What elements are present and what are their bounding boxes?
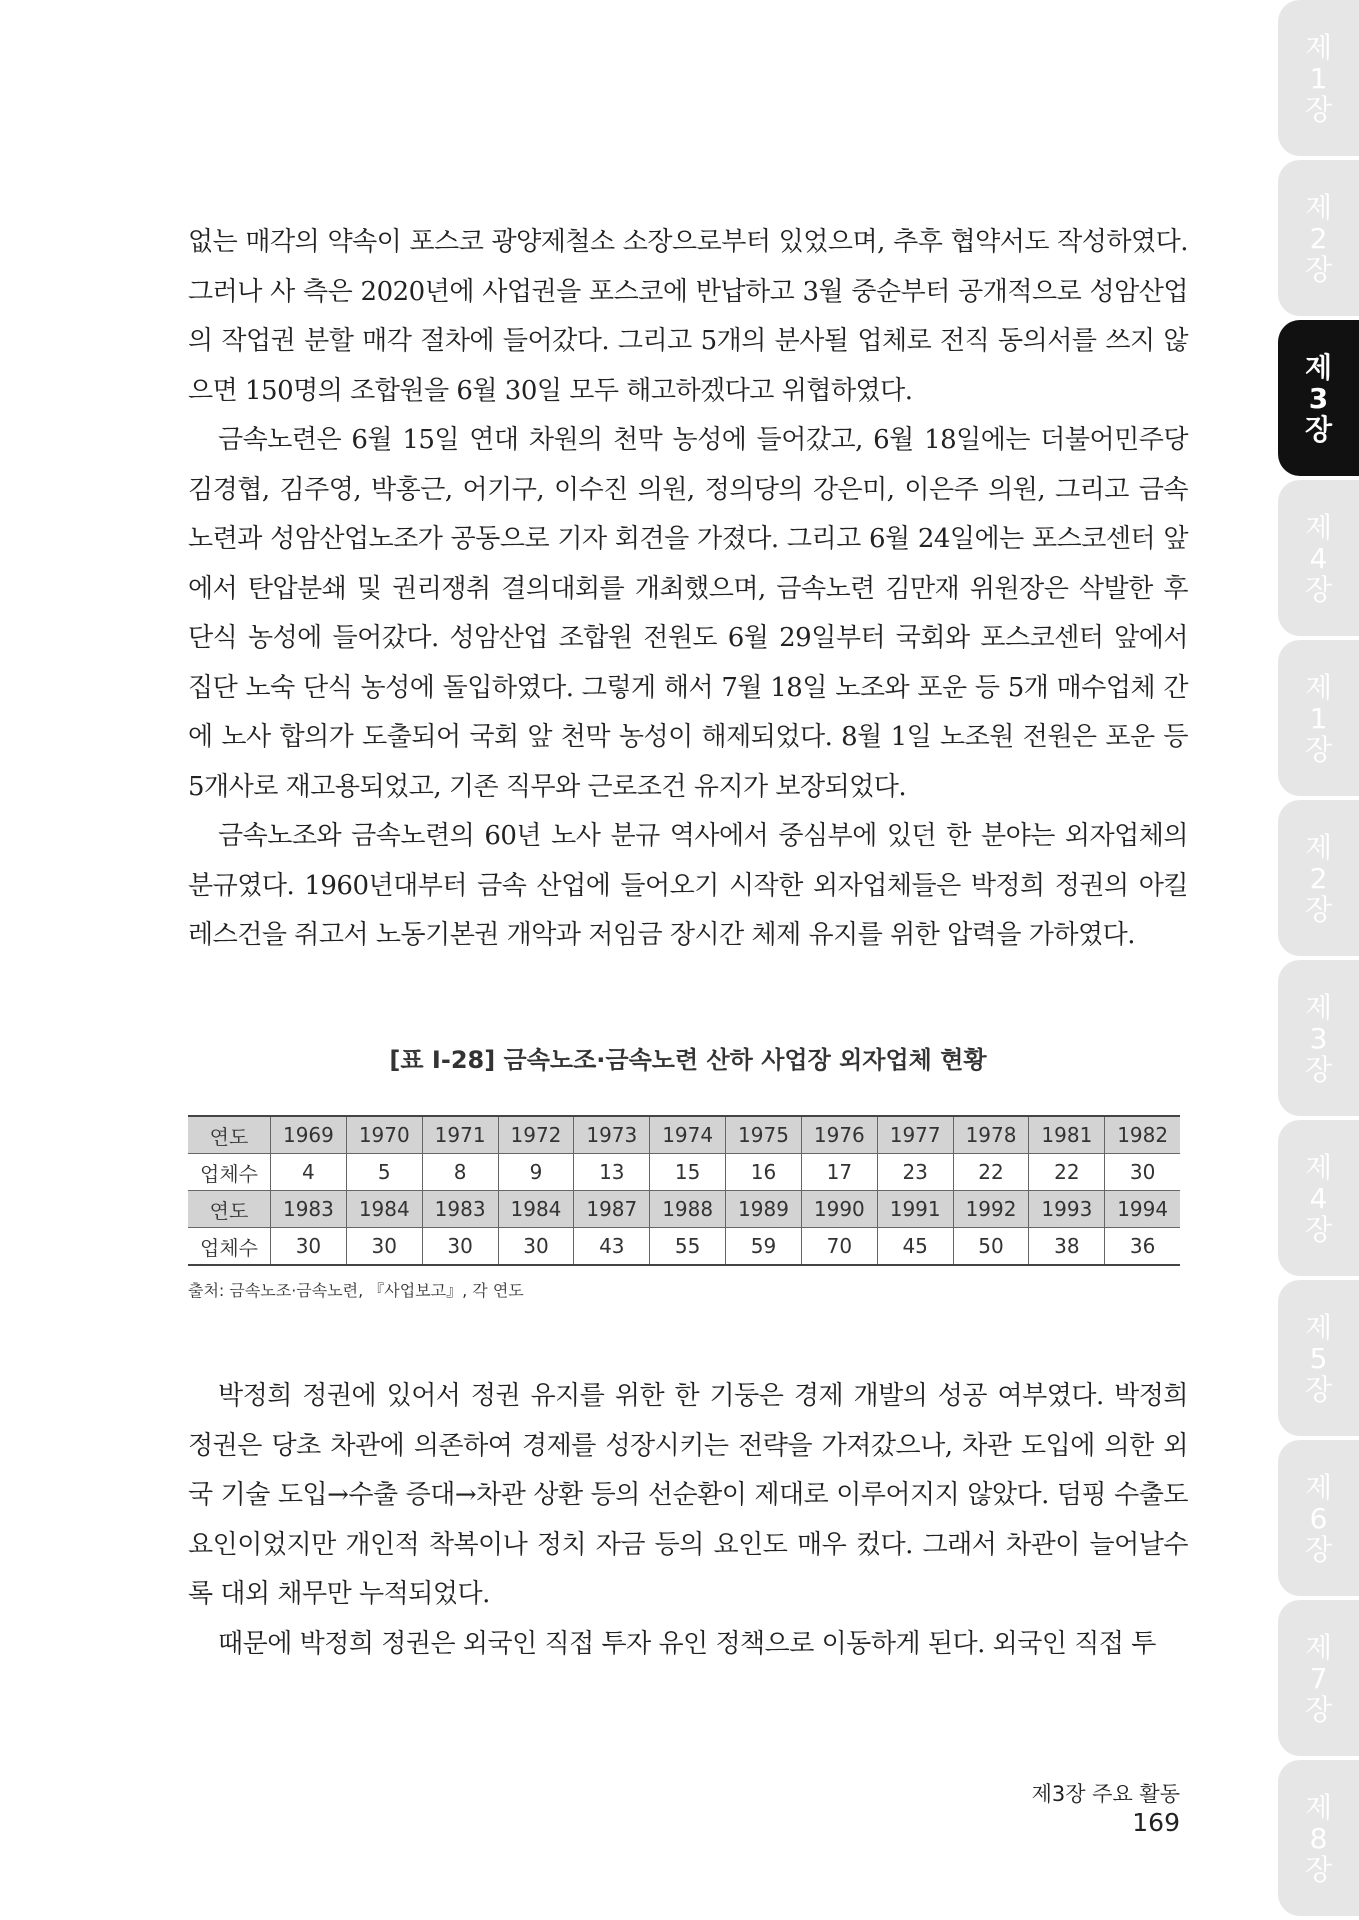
year-cell: 1971 — [422, 1116, 498, 1154]
foreign-company-table — [188, 1115, 1180, 1266]
year-cell: 1992 — [953, 1191, 1029, 1228]
year-cell: 1983 — [271, 1191, 347, 1228]
table-row-years-1 — [188, 1116, 1180, 1154]
chapter-tab[interactable] — [1278, 1440, 1359, 1596]
count-cell: 17 — [801, 1154, 877, 1191]
count-label: 업체수 — [188, 1228, 271, 1266]
chapter-tab-top: 제 — [1304, 350, 1333, 384]
year-cell: 1988 — [650, 1191, 726, 1228]
chapter-tab[interactable] — [1278, 480, 1359, 636]
year-cell: 1981 — [1029, 1116, 1105, 1154]
count-cell: 59 — [726, 1228, 802, 1266]
year-cell: 1969 — [271, 1116, 347, 1154]
chapter-tab[interactable] — [1278, 800, 1359, 956]
chapter-tab-top: 제 — [1304, 30, 1333, 64]
chapter-tab-bottom: 장 — [1304, 1692, 1333, 1726]
chapter-tab-top: 제 — [1304, 830, 1333, 864]
year-cell: 1982 — [1105, 1116, 1180, 1154]
chapter-tab[interactable] — [1278, 1760, 1359, 1916]
page-number: 169 — [1132, 1808, 1180, 1837]
chapter-tab-num: 5 — [1309, 1341, 1328, 1375]
paragraph: 금속노조와 금속노련의 60년 노사 분규 역사에서 중심부에 있던 한 분야는 외자업체의 분규였다. 1960년대부터 금속 산업에 들어오기 시작한 외자업체들은 박정희 정권의 아킬레스건을 쥐고서 노동기본권 개악과 저임금 장시간 체제 유지를 위한 압력을 가하였다. — [188, 821, 1188, 950]
count-cell: 13 — [574, 1154, 650, 1191]
year-cell: 1993 — [1029, 1191, 1105, 1228]
body-text-bottom — [188, 1372, 1188, 1669]
chapter-tab-top: 제 — [1304, 510, 1333, 544]
count-cell: 30 — [422, 1228, 498, 1266]
chapter-tab-bottom: 장 — [1304, 412, 1333, 446]
year-cell: 1977 — [877, 1116, 953, 1154]
chapter-tab-num: 6 — [1309, 1501, 1328, 1535]
count-cell: 50 — [953, 1228, 1029, 1266]
paragraph: 때문에 박정희 정권은 외국인 직접 투자 유인 정책으로 이동하게 된다. 외국인 직접 투 — [218, 1628, 1156, 1659]
count-cell: 5 — [346, 1154, 422, 1191]
count-cell: 30 — [346, 1228, 422, 1266]
count-cell: 30 — [271, 1228, 347, 1266]
year-cell: 1975 — [726, 1116, 802, 1154]
chapter-tab-bottom: 장 — [1304, 92, 1333, 126]
year-cell: 1974 — [650, 1116, 726, 1154]
chapter-tab-top: 제 — [1304, 1790, 1333, 1824]
chapter-tab-bottom: 장 — [1304, 1532, 1333, 1566]
year-cell: 1990 — [801, 1191, 877, 1228]
chapter-tab[interactable] — [1278, 160, 1359, 316]
count-cell: 38 — [1029, 1228, 1105, 1266]
chapter-tab-top: 제 — [1304, 190, 1333, 224]
year-cell: 1989 — [726, 1191, 802, 1228]
year-cell: 1984 — [346, 1191, 422, 1228]
chapter-tab-top: 제 — [1304, 1470, 1333, 1504]
year-cell: 1978 — [953, 1116, 1029, 1154]
year-cell: 1972 — [498, 1116, 574, 1154]
chapter-tab-bottom: 장 — [1304, 1852, 1333, 1886]
chapter-tab[interactable] — [1278, 0, 1359, 156]
chapter-tab-top: 제 — [1304, 1630, 1333, 1664]
count-cell: 45 — [877, 1228, 953, 1266]
count-cell: 22 — [953, 1154, 1029, 1191]
year-cell: 1976 — [801, 1116, 877, 1154]
table-row-years-2 — [188, 1191, 1180, 1228]
chapter-tab-num: 4 — [1309, 541, 1328, 575]
count-cell: 4 — [271, 1154, 347, 1191]
chapter-tab[interactable] — [1278, 1280, 1359, 1436]
chapter-tab-bottom: 장 — [1304, 252, 1333, 286]
chapter-tab-top: 제 — [1304, 990, 1333, 1024]
year-cell: 1984 — [498, 1191, 574, 1228]
count-cell: 23 — [877, 1154, 953, 1191]
count-cell: 43 — [574, 1228, 650, 1266]
count-cell: 30 — [498, 1228, 574, 1266]
chapter-tab-num: 1 — [1309, 61, 1328, 95]
paragraph: 금속노련은 6월 15일 연대 차원의 천막 농성에 들어갔고, 6월 18일에는 더불어민주당 김경협, 김주영, 박홍근, 어기구, 이수진 의원, 정의당의 강은미, 이은주 의원, 그리고 금속노련과 성암산업노조가 공동으로 기자 회견을 가졌다. 그리고 6월 24일에는 포스코센터 앞에서 탄압분쇄 및 권리쟁취 결의대회를 개최했으며, 금속노련 김만재 위원장은 삭발한 후 단식 농성에 들어갔다. 성암산업 조합원 전원도 6월 29일부터 국회와 포스코센터 앞에서 집단 노숙 단식 농성에 돌입하였다. 그렇게 해서 7월 18일 노조와 포운 등 5개 매수업체 간에 노사 합의가 도출되어 국회 앞 천막 농성이 해제되었다. 8월 1일 노조원 전원은 포운 등 5개사로 재고용되었고, 기존 직무와 근로조건 유지가 보장되었다. — [188, 425, 1188, 802]
chapter-tab-top: 제 — [1304, 1310, 1333, 1344]
table-row-counts-2 — [188, 1228, 1180, 1266]
table-row-counts-1 — [188, 1154, 1180, 1191]
count-cell: 15 — [650, 1154, 726, 1191]
chapter-tab-bottom: 장 — [1304, 892, 1333, 926]
year-cell: 1987 — [574, 1191, 650, 1228]
chapter-tab-bottom: 장 — [1304, 732, 1333, 766]
chapter-tab-bottom: 장 — [1304, 1372, 1333, 1406]
count-cell: 16 — [726, 1154, 802, 1191]
table-title: [표 Ⅰ-28] 금속노조·금속노련 산하 사업장 외자업체 현황 — [389, 1046, 987, 1074]
chapter-tab-num: 4 — [1309, 1181, 1328, 1215]
chapter-tab[interactable] — [1278, 640, 1359, 796]
chapter-tab[interactable] — [1278, 320, 1359, 476]
chapter-tab-bottom: 장 — [1304, 1052, 1333, 1086]
chapter-tab-num: 8 — [1309, 1821, 1328, 1855]
year-cell: 1983 — [422, 1191, 498, 1228]
chapter-tab-bottom: 장 — [1304, 572, 1333, 606]
year-cell: 1970 — [346, 1116, 422, 1154]
footer-chapter-label: 제3장 주요 활동 — [1031, 1782, 1180, 1806]
count-cell: 55 — [650, 1228, 726, 1266]
year-label: 연도 — [188, 1191, 271, 1228]
count-cell: 9 — [498, 1154, 574, 1191]
paragraph: 없는 매각의 약속이 포스코 광양제철소 소장으로부터 있었으며, 추후 협약서도 작성하였다. 그러나 사 측은 2020년에 사업권을 포스코에 반납하고 3월 중순부터 공개적으로 성암산업의 작업권 분할 매각 절차에 들어갔다. 그리고 5개의 분사될 업체로 전직 동의서를 쓰지 않으면 150명의 조합원을 6월 30일 모두 해고하겠다고 위협하였다. — [188, 227, 1188, 406]
count-cell: 22 — [1029, 1154, 1105, 1191]
chapter-tab-top: 제 — [1304, 670, 1333, 704]
chapter-tab-bottom: 장 — [1304, 1212, 1333, 1246]
chapter-tab-num: 2 — [1309, 221, 1328, 255]
count-cell: 36 — [1129, 1234, 1156, 1258]
chapter-tab-top: 제 — [1304, 1150, 1333, 1184]
chapter-tab-num: 1 — [1309, 701, 1328, 735]
count-cell: 70 — [801, 1228, 877, 1266]
count-label: 업체수 — [188, 1154, 271, 1191]
count-cell: 30 — [1129, 1160, 1156, 1184]
paragraph: 박정희 정권에 있어서 정권 유지를 위한 한 기둥은 경제 개발의 성공 여부였다. 박정희 정권은 당초 차관에 의존하여 경제를 성장시키는 전략을 가져갔으나, 차관 도입에 의한 외국 기술 도입→수출 증대→차관 상환 등의 선순환이 제대로 이루어지지 않았다. 덤핑 수출도 요인이었지만 개인적 착복이나 정치 자금 등의 요인도 매우 컸다. 그래서 차관이 늘어날수록 대외 채무만 누적되었다. — [188, 1381, 1188, 1609]
year-cell: 1991 — [877, 1191, 953, 1228]
chapter-tab[interactable] — [1278, 1600, 1359, 1756]
chapter-tab[interactable] — [1278, 1120, 1359, 1276]
year-label: 연도 — [188, 1116, 271, 1154]
page-footer — [970, 1778, 1180, 1837]
body-text-top — [188, 218, 1188, 961]
year-cell: 1973 — [574, 1116, 650, 1154]
year-cell: 1994 — [1105, 1191, 1180, 1228]
table-source-note: 출처: 금속노조·금속노련, 『사업보고』, 각 연도 — [188, 1281, 524, 1300]
chapter-tab-num: 3 — [1308, 381, 1329, 415]
chapter-tab-num: 2 — [1309, 861, 1328, 895]
chapter-tab-num: 7 — [1309, 1661, 1328, 1695]
chapter-tab-num: 3 — [1309, 1021, 1328, 1055]
count-cell: 8 — [422, 1154, 498, 1191]
chapter-tab[interactable] — [1278, 960, 1359, 1116]
